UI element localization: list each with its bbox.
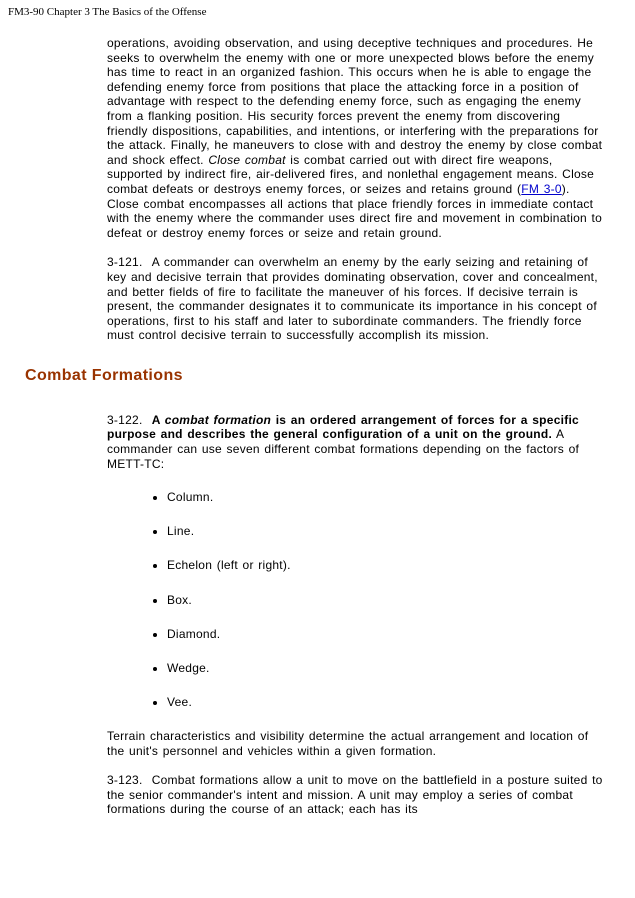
paragraph-terrain-characteristics: Terrain characteristics and visibility determine the actual arrangement and location of the unit's personnel and vehicles within a given formation. (107, 728, 589, 758)
content-block-top (107, 36, 604, 343)
formation-list-item: • Line. (167, 524, 604, 539)
fm-3-0-link[interactable]: FM 3-0 (521, 181, 562, 196)
paragraph-3-123: 3-123. Combat formations allow a unit to move on the battlefield in a posture suited to the senior commander's intent and mission. A unit may employ a series of combat formations during the course of an attack; each has its (107, 773, 603, 817)
formation-list-item: • Box. (167, 593, 604, 608)
section-heading-combat-formations: Combat Formations (25, 366, 183, 384)
content-block-bottom (107, 413, 604, 817)
formation-list-item: • Echelon (left or right). (167, 558, 604, 573)
formation-list-item: • Wedge. (167, 661, 604, 676)
paragraph-3-122: 3-122. A combat formation is an ordered arrangement of forces for a specific purpose and describes the general configuration of a unit on the ground. A commander can use seven different combat formations depending on the factors of METT-TC: (107, 412, 580, 471)
formation-list-item: • Column. (167, 490, 604, 505)
paragraph-3-121: 3-121. A commander can overwhelm an enemy by the early seizing and retaining of key and decisive terrain that provides dominating observation, cover and concealment, and better fields of fire to facilitate the maneuver of his forces. If decisive terrain is present, the commander designates it to communicate its importance in his concept of operations, first to his staff and later to subordinate commanders. The friendly force must control decisive terrain to successfully accomplish its mission. (107, 255, 598, 343)
formation-list-item: • Diamond. (167, 627, 604, 642)
paragraph-3-120-continuation: operations, avoiding observation, and using deceptive techniques and procedures. He seeks to overwhelm the enemy with one or more unexpected blows before the enemy has time to react in an organized fashion. This occurs when he is able to engage the defending enemy force from positions that place the attacking force in a position of advantage with respect to the defending enemy force, such as engaging the enemy from a flanking position. His security forces prevent the enemy from discovering friendly dispositions, capabilities, and intentions, or interfering with the preparations for the attack. Finally, he maneuvers to close with and destroy the enemy by close combat and shock effect. Close combat is combat carried out with direct fire weapons, supported by indirect fire, air-delivered fires, and nonlethal engagement means. Close combat defeats or destroys enemy forces, or seizes and retains ground (FM 3-0). Close combat encompasses all actions that place friendly forces in immediate contact with the enemy where the commander uses direct fire and movement in combination to defeat or destroy enemy forces or seize and retain ground. (107, 36, 603, 240)
document-header: FM3-90 Chapter 3 The Basics of the Offense (8, 6, 207, 18)
combat-formations-list (107, 490, 604, 709)
formation-list-item: • Vee. (167, 695, 604, 710)
